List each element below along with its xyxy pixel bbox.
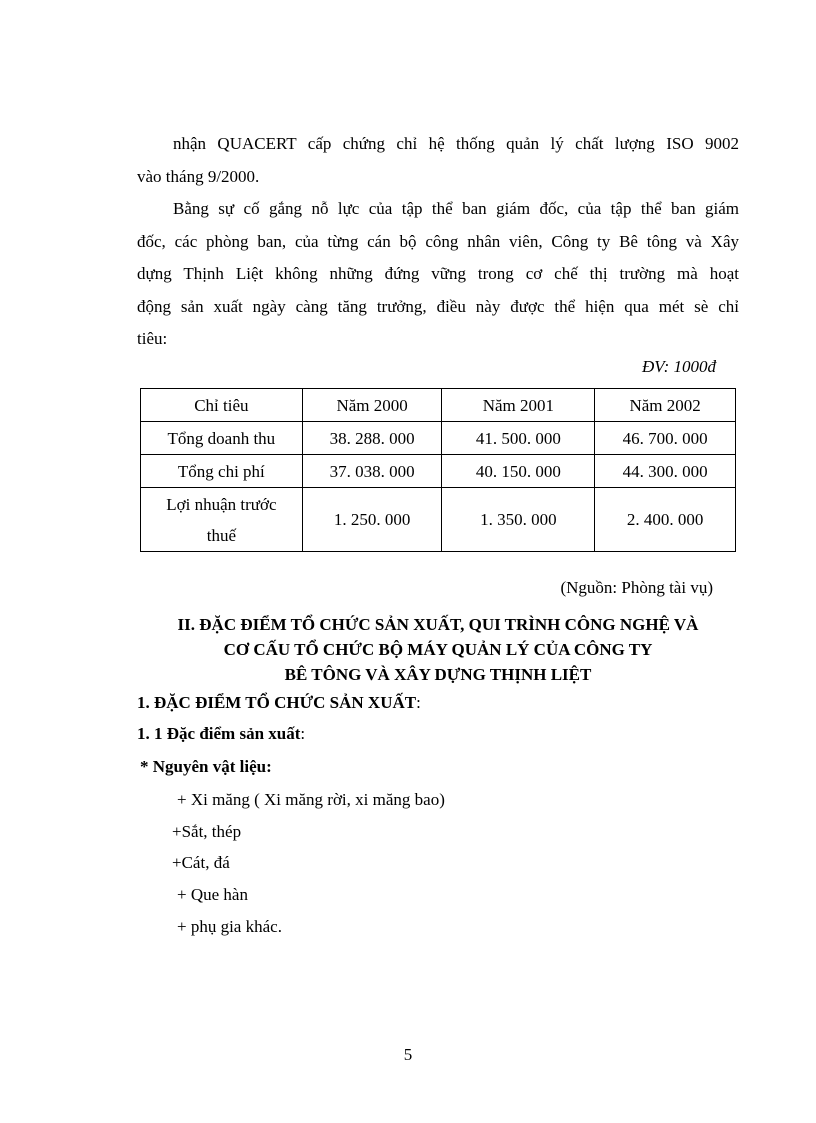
section-title-line: II. ĐẶC ĐIỂM TỔ CHỨC SẢN XUẤT, QUI TRÌNH CÔNG NGHỆ VÀ [177, 615, 699, 634]
table-row [141, 488, 736, 552]
paragraph-line: động sản xuất ngày càng tăng trưởng, điều này được thể hiện qua mét sè chỉ [137, 296, 739, 316]
section-title-line: CƠ CẤU TỔ CHỨC BỘ MÁY QUẢN LÝ CỦA CÔNG TY [223, 640, 653, 659]
section-title-line: BÊ TÔNG VÀ XÂY DỰNG THỊNH LIỆT [284, 665, 592, 684]
table-header-cell: Năm 2002 [595, 389, 736, 422]
subheading-colon: : [416, 693, 421, 712]
row-label-profit [141, 488, 303, 552]
table-header-row [141, 389, 736, 422]
table-header-cell: Năm 2000 [302, 389, 442, 422]
list-item: + Que hàn [177, 885, 248, 904]
table-row [141, 422, 736, 455]
row-label-revenue: Tổng doanh thu [141, 422, 303, 455]
page-number: 5 [403, 1045, 413, 1064]
table-cell: 37. 038. 000 [302, 455, 442, 488]
financial-table [140, 388, 736, 552]
subheading-1-1 [137, 721, 305, 746]
paragraph-line: tiêu: [137, 329, 168, 348]
subheading-colon: : [300, 724, 306, 743]
list-item: + phụ gia khác. [177, 917, 282, 936]
table-header-cell: Năm 2001 [442, 389, 595, 422]
table-cell: 40. 150. 000 [442, 455, 595, 488]
table-cell: 44. 300. 000 [595, 455, 736, 488]
table-header-cell: Chỉ tiêu [141, 389, 303, 422]
table-source: (Nguồn: Phòng tài vụ) [560, 578, 713, 597]
paragraph-line: dựng Thịnh Liệt không những đứng vững trong cơ chế thị trường mà hoạt [137, 264, 739, 283]
materials-heading: * Nguyên vật liệu: [140, 757, 272, 776]
paragraph-growth [137, 193, 739, 356]
section-title [137, 612, 739, 687]
paragraph-line: đốc, các phòng ban, của từng cán bộ công nhân viên, Công ty Bê tông và Xây [137, 231, 739, 251]
subheading-text: 1. 1 Đặc điểm sản xuất [137, 724, 301, 743]
paragraph-line: vào tháng 9/2000. [137, 166, 260, 186]
list-item: + Xi măng ( Xi măng rời, xi măng bao) [177, 790, 445, 809]
table-row [141, 455, 736, 488]
paragraph-line: Bằng sự cố gắng nỗ lực của tập thể ban giám đốc, của tập thể ban giám [173, 199, 739, 218]
row-label-line: Lợi nhuận trước [166, 494, 277, 514]
table-cell: 46. 700. 000 [595, 422, 736, 455]
table-cell: 41. 500. 000 [442, 422, 595, 455]
paragraph-iso [137, 128, 739, 193]
list-item: +Sắt, thép [172, 822, 242, 841]
table-cell: 1. 250. 000 [302, 488, 442, 552]
subheading-1 [137, 690, 421, 715]
table-cell: 38. 288. 000 [302, 422, 442, 455]
list-item: +Cát, đá [172, 853, 230, 872]
table-cell: 2. 400. 000 [595, 488, 736, 552]
row-label-cost: Tổng chi phí [141, 455, 303, 488]
paragraph-line: nhận QUACERT cấp chứng chỉ hệ thống quản lý chất lượng ISO 9002 [173, 134, 739, 153]
table-unit-label: ĐV: 1000đ [642, 357, 716, 376]
row-label-line: thuế [206, 525, 236, 545]
subheading-text: 1. ĐẶC ĐIỂM TỔ CHỨC SẢN XUẤT [137, 693, 417, 712]
table-cell: 1. 350. 000 [442, 488, 595, 552]
